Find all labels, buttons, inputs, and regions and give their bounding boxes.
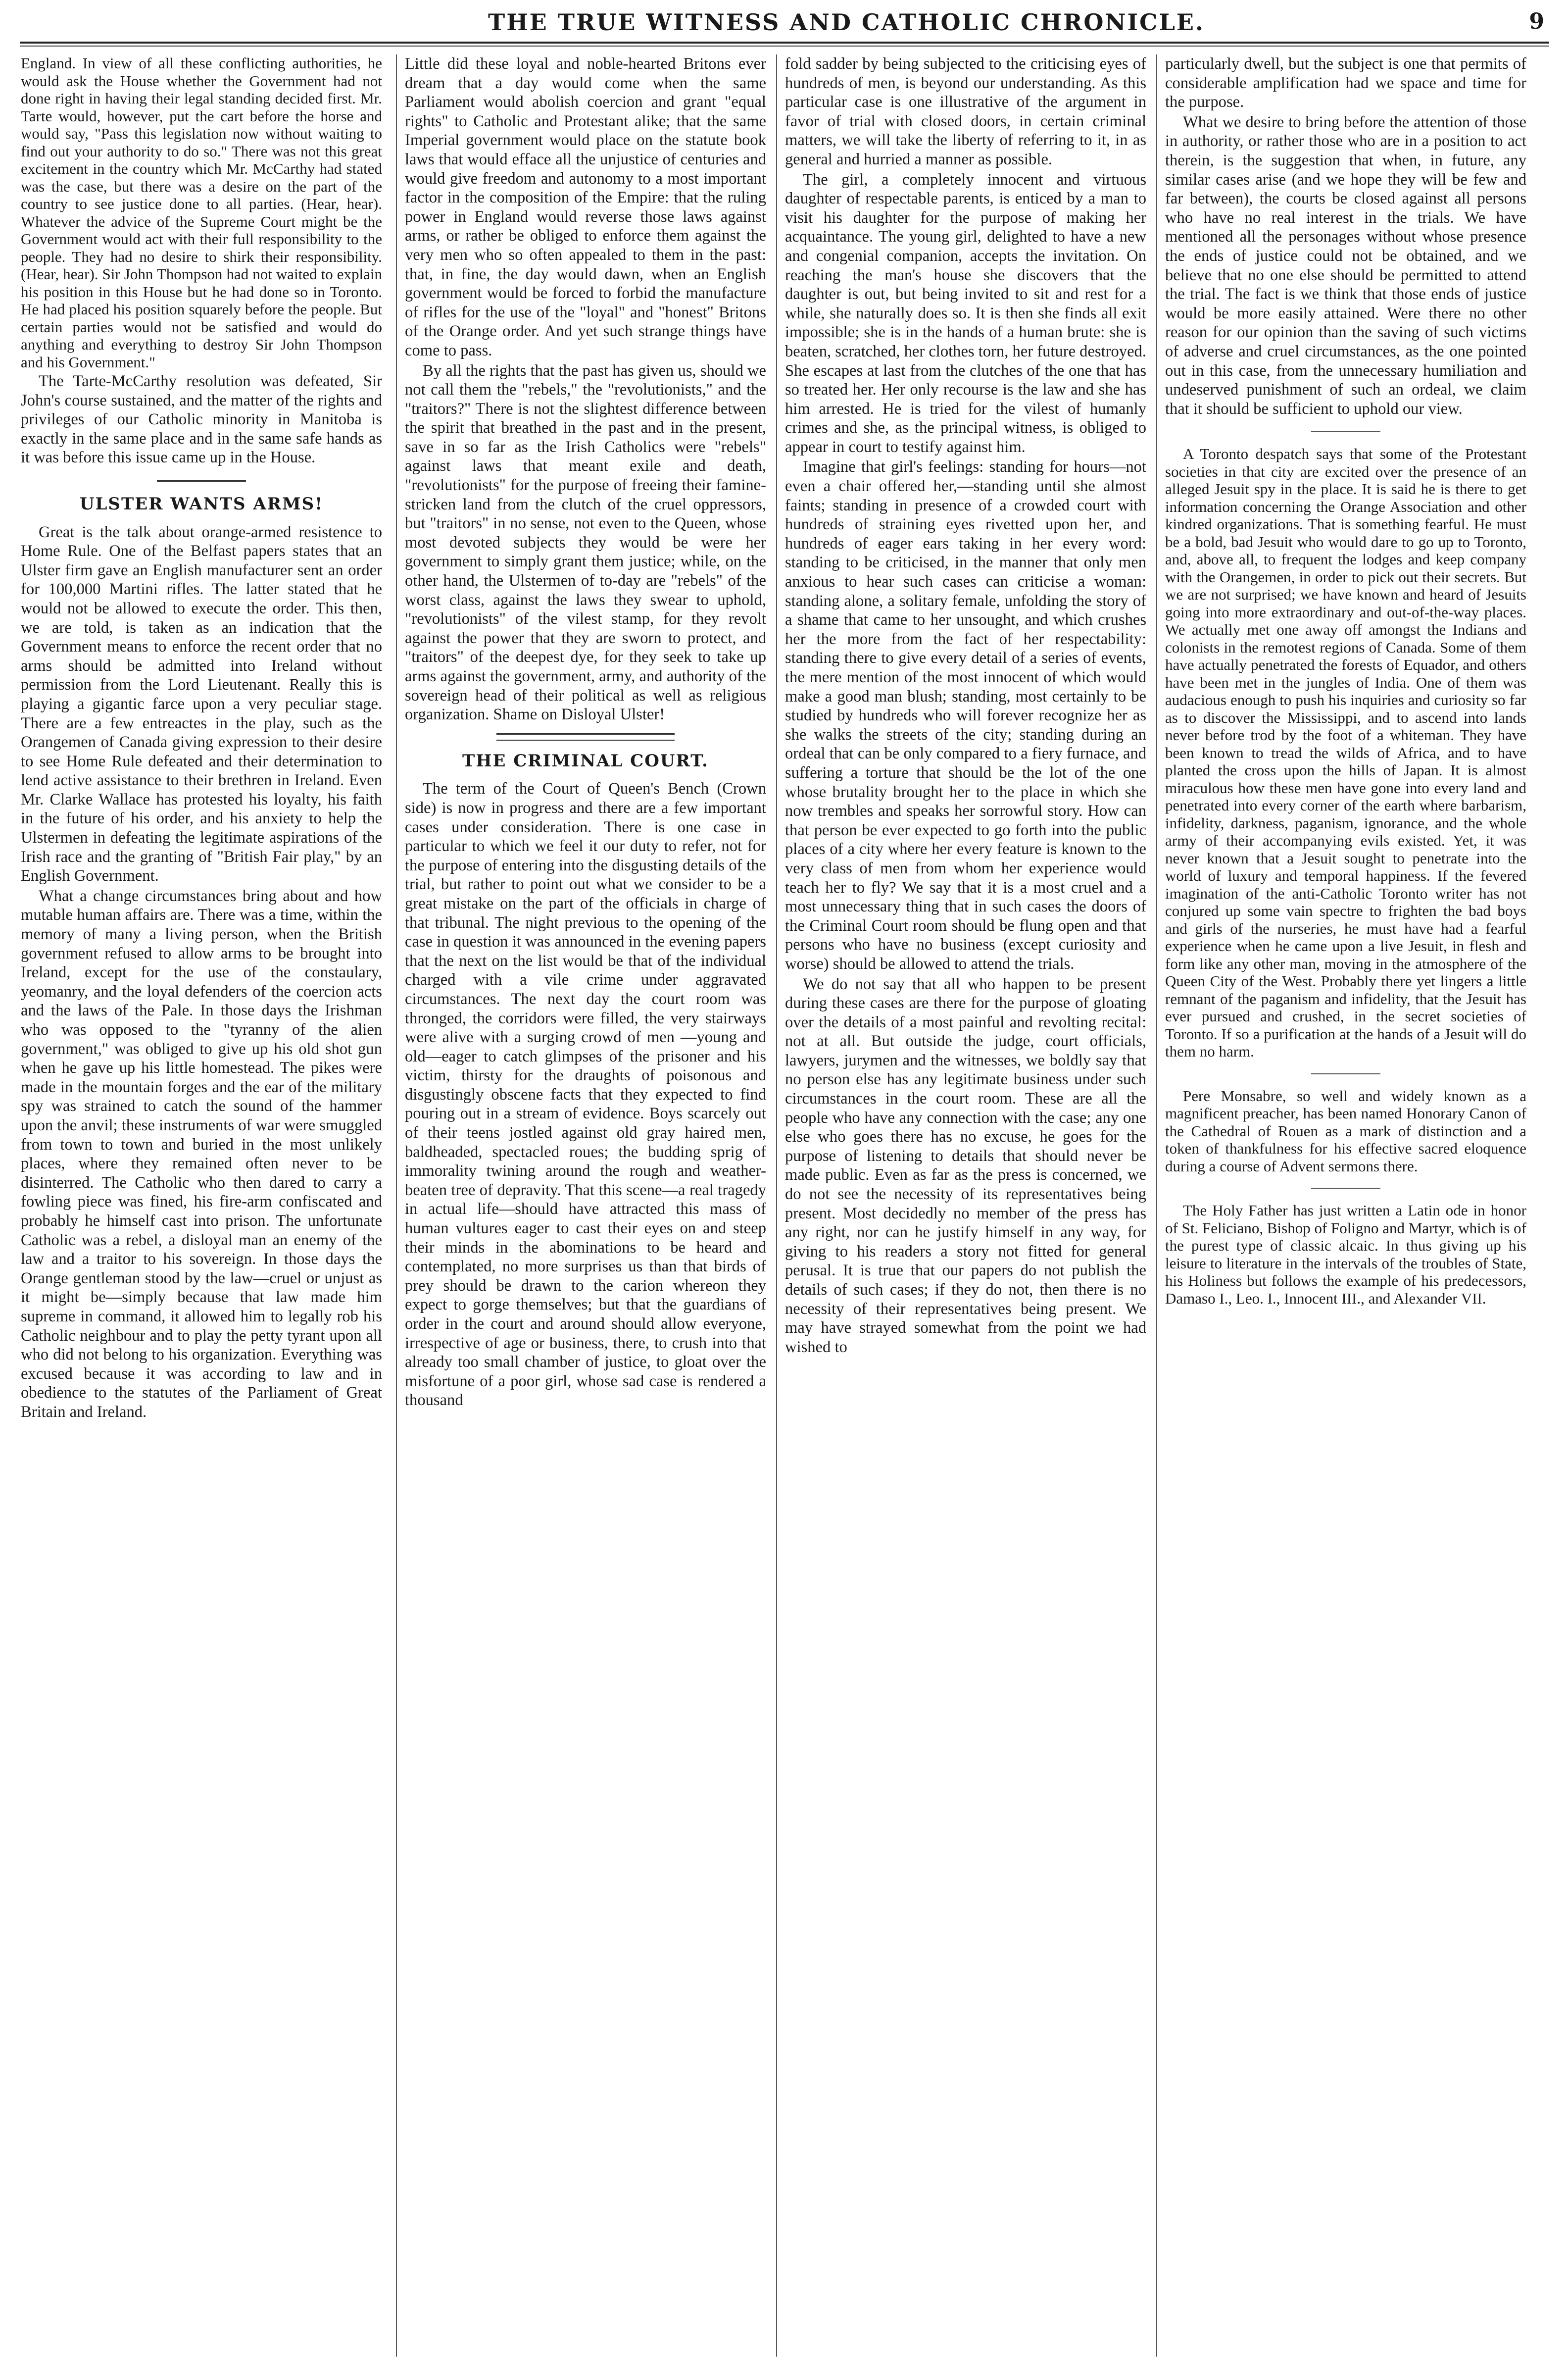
divider bbox=[1311, 431, 1380, 432]
column-3 bbox=[785, 54, 1146, 2357]
divider bbox=[157, 480, 246, 482]
masthead: THE TRUE WITNESS AND CATHOLIC CHRONICLE. bbox=[488, 9, 1205, 36]
column-1 bbox=[21, 54, 382, 2357]
paragraph-holy-father: The Holy Father has just written a Latin ode in honor of St. Feliciano, Bishop of Foligno and Martyr, which is of the purest type of classic alcaic. In thus giving up his leisure to literature in the intervals of the troubles of State, his Holiness but follows the example of his predecessors, Damaso I., Leo. I., Innocent III., and Alexander VII. bbox=[1165, 1202, 1526, 1307]
column-divider bbox=[776, 54, 777, 2357]
paragraph: Imagine that girl's feelings: standing for hours—not even a chair offered her,—standing until she almost faints; standing in presence of a crowded court with hundreds of straining eyes rivetted upon her, and hundreds of eager ears taking in her every word: standing to be criticised, in the manner that only men anxious to hear such cases can criticise a woman: standing alone, a solitary female, unfolding the story of a shame that came to her unsought, and which crushes her the more from the fact of her respectability: standing there to give every detail of a series of events, the mere mention of the most innocent of which would make a good man blush; standing, most certainly to be studied by hundreds who will forever recognize her as she walks the streets of the city; standing during an ordeal that can be only compared to a fiery furnace, and suffering a torture that should be the lot of the one whose brutality brought her to the place in which she now trembles and speaks her sorrowful story. How can that person be ever expected to go forth into the public places of a city where her every feature is known to the very class of men from whom her experience would teach her to fly? We say that it is a most cruel and a most unnecessary thing that in such cases the doors of the Criminal Court room should be flung open and that persons who have no business (except curiosity and worse) should be allowed to attend the trials. bbox=[785, 458, 1146, 973]
paragraph: By all the rights that the past has given us, should we not call them the "rebels," the "revolutionists," and the "traitors?" There is not the slightest difference between the spirit that breathed in the past and in the present, save in so far as the Irish Catholics were "rebels" against laws that meant exile and death, "revolutionists" for the purpose of freeing their famine-stricken land from the clutch of the cruel oppressors, but "traitors" in no sense, not even to the Queen, whose most devoted subjects they would be were her government to simply grant them justice; while, on the other hand, the Ulstermen of to-day are "rebels" of the worst class, against the laws they swear to uphold, "revolutionists" of the vilest stamp, for they revolt against the power that they are sworn to protect, and "traitors" of the deepest dye, for they seek to take up arms against the government, army, and authority of the sovereign head of their political as well as religious organization. Shame on Disloyal Ulster! bbox=[405, 361, 766, 724]
page-number: 9 bbox=[1529, 9, 1544, 34]
column-divider bbox=[396, 54, 397, 2357]
column-divider bbox=[1156, 54, 1157, 2357]
paragraph: Little did these loyal and noble-hearted Britons ever dream that a day would come when the same Parliament would abolish coercion and grant "equal rights" to Catholic and Protestant alike; that the same Imperial government would place on the statute book laws that would efface all the unjustice of centuries and would give freedom and autonomy to a most important factor in the composition of the Empire: that the ruling power in England would reverse those laws against arms, or rather be obliged to enforce them against the very men who so often appealed to them in the past: that, in fine, the day would dawn, when an English government would be forced to forbid the manufacture of rifles for the use of the "loyal" and "honest" Britons of the Orange order. And yet such strange things have come to pass. bbox=[405, 55, 766, 359]
paragraph: particularly dwell, but the subject is one that permits of considerable amplification had we space and time for the purpose. bbox=[1165, 55, 1526, 111]
heading-ulster-wants-arms: ULSTER WANTS ARMS! bbox=[79, 494, 324, 514]
divider bbox=[496, 733, 675, 735]
paragraph: The term of the Court of Queen's Bench (Crown side) is now in progress and there are a few important cases under consideration. There is one case in particular to which we feel it our duty to refer, not for the purpose of entering into the disgusting details of the trial, but rather to point out what we consider to be a great mistake on the part of the officials in charge of that tribunal. The night previous to the opening of the case in question it was announced in the evening papers that the next on the list would be that of the individual charged with a vile crime under aggravated circumstances. The next day the court room was thronged, the corridors were filled, the very stairways were alive with a surging crowd of men —young and old—eager to catch glimpses of the prisoner and his victim, thirsty for the draughts of poisonous and disgustingly obscene facts that they expected to find pouring out in a stream of evidence. Boys scarcely out of their teens jostled against old gray haired men, baldheaded, spectacled roues; the budding sprig of immorality twining around the rough and weather-beaten tree of depravity. That this scene—a real tragedy in actual life—should have attracted this mass of human vultures eager to cast their eyes on and steep their minds in the abominations to be heard and contemplated, no more surprises us than that birds of prey should be drawn to the carion whereon they expect to gorge themselves; but that the guardians of order in the court and around should allow everyone, irrespective of age or business, there, to crush into that already too small chamber of justice, to gloat over the misfortune of a poor girl, whose sad case is rendered a thousand bbox=[405, 780, 766, 1410]
header-rule bbox=[20, 42, 1549, 44]
paragraph: What a change circumstances bring about and how mutable human affairs are. There was a time, within the memory of many a living person, when the British government refused to allow arms to be brought into Ireland, except for the use of the constaulary, yeomanry, and the loyal defenders of the coercion acts and the laws of the Pale. In those days the Irishman who was opposed to the "tyranny of the alien government," was obliged to give up his old shot gun when he gave up his little homestead. The pikes were made in the mountain forges and the ear of the military spy was strained to catch the sound of the hammer upon the anvil; these instruments of war were smuggled from town to town and buried in the most unlikely places, where they remained often never to be disinterred. The Catholic who then dared to carry a fowling piece was fined, his fire-arm confiscated and probably he himself cast into prison. The unfortunate Catholic was a rebel, a disloyal man an enemy of the law and a traitor to his sovereign. In those days the Orange gentleman stood by the law—cruel or unjust as it might be—simply because that law made him supreme in command, it allowed him to legally rob his Catholic neighbour and to play the petty tyrant upon all who did not belong to his organization. Everything was excused because it was according to law and in obedience to the statutes of the Parliament of Great Britain and Ireland. bbox=[21, 887, 382, 1421]
paragraph: The Tarte-McCarthy resolution was defeated, Sir John's course sustained, and the matter of the rights and privileges of our Catholic minority in Manitoba is exactly in the same place and in the same safe hands as it was before this issue came up in the House. bbox=[21, 372, 382, 467]
paragraph: fold sadder by being subjected to the criticising eyes of hundreds of men, is beyond our understanding. As this particular case is one illustrative of the argument in favor of trial with closed doors, in certain criminal matters, we will take the liberty of referring to it, in as general and hurried a manner as possible. bbox=[785, 55, 1146, 168]
paragraph: Great is the talk about orange-armed resistence to Home Rule. One of the Belfast papers states that an Ulster firm gave an English manufacturer sent an order for 100,000 Martini rifles. The latter stated that he would not be allowed to execute the order. This then, we are told, is taken as an indication that the Government means to enforce the recent order that no arms should be admitted into Ireland without permission from the Lord Lieutenant. Really this is playing a gigantic farce upon a very peculiar stage. There are a few entreactes in the play, such as the Orangemen of Canada giving expression to their desire to see Home Rule defeated and their determination to lend active assistance to their brethren in Ireland. Even Mr. Clarke Wallace has protested his loyalty, his faith in the future of his order, and his anxiety to help the Ulstermen in defeating the legitimate aspirations of the Irish race and the granting of "British Fair play," by an English Government. bbox=[21, 523, 382, 885]
heading-criminal-court: THE CRIMINAL COURT. bbox=[462, 751, 709, 771]
paragraph-jesuit-spy: A Toronto despatch says that some of the Protestant societies in that city are excited over the presence of an alleged Jesuit spy in the place. It is said he is there to get information concerning the Orange Association and other kindred organizations. That is something fearful. He must be a bold, bad Jesuit who would dare to go up to Toronto, and, above all, to frequent the lodges and keep company with the Orangemen, in order to pick out their secrets. But we are not surprised; we have known and heard of Jesuits going into more extraordinary and out-of-the-way places. We actually met one away off amongst the Indians and colonists in the remotest regions of Canada. Some of them have actually penetrated the forests of Equador, and others have been met in the jungles of India. One of them was audacious enough to push his inquiries and curiosity so far as to discover the Mississippi, and to ascend into lands never before trod by the foot of a whiteman. They have been known to tread the wilds of Africa, and to have planted the cross upon the hills of Japan. It is almost miraculous how these men have gone into every land and penetrated into every corner of the earth where barbarism, infidelity, darkness, paganism, ignorance, and the whole army of their accompanying evils existed. Yet, it was never known that a Jesuit sought to penetrate into the world of luxury and temporal happiness. If the fevered imagination of the anti-Catholic Toronto writer has not conjured up some vain spectre to frighten the bad boys and girls of the nurseries, he must have had a fearful experience when he came upon a live Jesuit, in flesh and form like any other man, moving in the atmosphere of the Queen City of the West. Probably there yet lingers a little remnant of the paganism and infidelity, that the Jesuit has ever pursued and crushed, in the secret societies of Toronto. If so a purification at the hands of a Jesuit will do them no harm. bbox=[1165, 445, 1526, 1060]
header-rule-thin bbox=[20, 46, 1549, 47]
paragraph: What we desire to bring before the attention of those in authority, or rather those who are in a position to act therein, is the suggestion that when, in future, any similar cases arise (and we hope they will be few and far between), the courts be closed against all persons who have no real interest in the trials. We have mentioned all the personages without whose presence the ends of justice could not be obtained, and we believe that no one else should be permitted to attend the trial. The fact is we think that those ends of justice would be more easily attained. Were there no other reason for our opinion than the saving of such victims of adverse and cruel circumstances, as the one pointed out in this case, from the unnecessary humiliation and undeserved punishment of such an ordeal, we claim that it should be sufficient to uphold our view. bbox=[1165, 113, 1526, 418]
divider bbox=[1311, 1188, 1380, 1189]
column-2 bbox=[405, 54, 766, 2357]
paragraph: The girl, a completely innocent and virtuous daughter of respectable parents, is enticed by a man to visit his daughter for the purpose of making her acquaintance. The young girl, delighted to have a new and congenial companion, accepts the invitation. On reaching the man's house she discovers that the daughter is out, but being invited to sit and rest for a while, she naturally does so. It is then she finds all exit impossible; she is in the hands of a human brute: she is beaten, scratched, her clothes torn, her future destroyed. She escapes at last from the clutches of the one that has so treated her. Her only recourse is the law and she has him arrested. He is tried for the vilest of humanly crimes and she, as the principal witness, is obliged to appear in court to testify against him. bbox=[785, 170, 1146, 456]
divider bbox=[1311, 1073, 1380, 1074]
column-4 bbox=[1165, 54, 1526, 2357]
divider-thin bbox=[496, 740, 675, 741]
paragraph: We do not say that all who happen to be present during these cases are there for the purpose of gloating over the details of a most painful and revolting recital: not at all. But outside the judge, court officials, lawyers, jurymen and the witnesses, we boldly say that no person else has any legitimate business under such circumstances in the court room. These are all the people who have any connection with the case; any one else who goes there has no excuse, he goes for the purpose of listening to details that should never be made public. Even as far as the press is concerned, we do not see the necessity of its representatives being present. Most decidedly no member of the press has any right, nor can he justify himself in any way, for giving to his readers a story not fitted for general perusal. It is true that our papers do not publish the details of such cases; if they do not, then there is no necessity of their representatives being present. We may have strayed somewhat from the point we had wished to bbox=[785, 975, 1146, 1356]
article-continuation-manitoba: England. In view of all these conflicting authorities, he would ask the House whether the Government had not done right in having their legal standing decided first. Mr. Tarte would, however, put the cart before the horse and would say, "Pass this legislation now without waiting to find out your authority to do so." There was not this great excitement in the country which Mr. McCarthy had stated was the case, but there was a desire on the part of the country to see justice done to all parties. (Hear, hear). Whatever the advice of the Supreme Court might be the Government would act with their full responsibility to the people. They had no desire to shirk their responsibility. (Hear, hear). Sir John Thompson had not waited to explain his position in this House but he had done so in Toronto. He had placed his position squarely before the people. But certain parties would not be satisfied and would do anything and everything to destroy Sir John Thompson and his Government." bbox=[21, 54, 382, 371]
paragraph-monsabre: Pere Monsabre, so well and widely known as a magnificent preacher, has been named Honorary Canon of the Cathedral of Rouen as a mark of distinction and a token of thankfulness for his effective sacred eloquence during a course of Advent sermons there. bbox=[1165, 1087, 1526, 1175]
